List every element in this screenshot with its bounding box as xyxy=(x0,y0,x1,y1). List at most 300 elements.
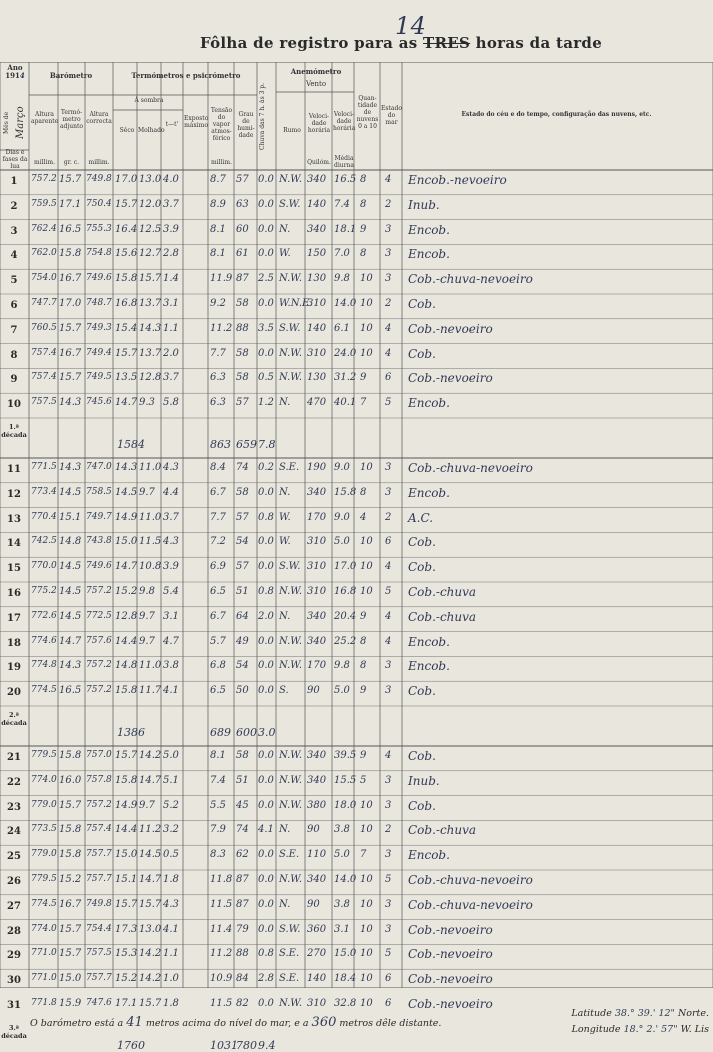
unit-mm-2: millim. xyxy=(88,159,110,166)
cell-therm: 15.7 xyxy=(59,372,82,384)
cell-molh: 14.2 xyxy=(139,750,162,761)
cell-therm: 14.8 xyxy=(59,536,82,548)
cell-mar: 6 xyxy=(385,536,392,548)
day-number: 11 xyxy=(7,464,21,475)
cell-seco: 16.8 xyxy=(115,298,138,309)
cell-rumo: N.W. xyxy=(279,635,302,647)
cell-med: 25.2 xyxy=(334,635,357,647)
cell-tens: 11.2 xyxy=(210,948,233,960)
cell-grau: 57 xyxy=(236,561,249,573)
cell-seco: 12.8 xyxy=(115,610,138,622)
cell-corr: 757.8 xyxy=(86,774,112,785)
cell-mar: 2 xyxy=(385,298,392,309)
cell-estado-ceu: Encob. xyxy=(408,485,450,500)
cell-corr: 757.5 xyxy=(86,948,112,959)
barometer-distance: 360 xyxy=(311,1015,337,1030)
cell-seco: 15.7 xyxy=(115,347,138,359)
cell-vel: 310 xyxy=(307,561,327,573)
cell-t: 4.3 xyxy=(163,898,179,910)
cell-grau: 88 xyxy=(236,948,249,960)
wind-header: Vento xyxy=(305,80,327,88)
cell-t: 3.7 xyxy=(163,511,179,523)
cell-tens: 8.9 xyxy=(210,198,226,210)
cell-vel: 340 xyxy=(307,635,327,647)
cell-vel: 360 xyxy=(307,923,327,935)
cell-corr: 757.2 xyxy=(86,799,112,810)
cell-tens: 11.9 xyxy=(210,273,233,285)
cell-therm: 16.0 xyxy=(59,774,82,786)
cell-tens: 8.7 xyxy=(210,174,226,185)
cell-chuva: 0.0 xyxy=(258,347,274,359)
cell-med: 18.4 xyxy=(334,973,357,985)
cell-chuva: 0.0 xyxy=(258,486,274,498)
cell-chuva: 0.0 xyxy=(258,774,274,786)
day-number: 6 xyxy=(10,300,18,311)
cell-med: 18.0 xyxy=(334,799,357,811)
cell-nuv: 4 xyxy=(360,511,367,523)
cell-tens: 6.9 xyxy=(210,561,226,573)
cell-grau: 87 xyxy=(236,898,249,910)
cell-grau: 58 xyxy=(236,347,249,359)
cell-nuv: 8 xyxy=(360,635,367,647)
day-number: 28 xyxy=(7,925,21,937)
cell-seco: 14.3 xyxy=(115,462,138,473)
cell-t: 3.1 xyxy=(163,610,179,622)
cell-mar: 3 xyxy=(385,774,392,786)
cell-seco: 15.0 xyxy=(115,849,138,861)
cell-molh: 14.5 xyxy=(139,849,162,861)
day-number: 26 xyxy=(7,876,21,887)
cell-nuv: 10 xyxy=(360,322,373,334)
cell-nuv: 10 xyxy=(360,973,373,985)
cell-estado-ceu: Cob. xyxy=(408,749,436,763)
cell-mar: 3 xyxy=(385,849,392,861)
cell-vel: 310 xyxy=(307,298,327,309)
cell-estado-ceu: Cob.-chuva-nevoeiro xyxy=(408,272,533,287)
cell-med: 3.1 xyxy=(334,923,350,935)
cell-therm: 16.7 xyxy=(59,273,82,285)
cell-molh: 12.5 xyxy=(139,223,162,235)
cell-bar: 771.5 xyxy=(31,462,57,472)
cell-estado-ceu: Cob. xyxy=(408,535,436,550)
cell-molh: 14.7 xyxy=(139,874,162,885)
cell-corr: 748.7 xyxy=(86,298,112,308)
day-number: 21 xyxy=(7,752,21,763)
cell-chuva: 0.0 xyxy=(258,923,274,935)
day-number: 31 xyxy=(7,1000,21,1011)
cell-tens: 8.4 xyxy=(210,462,226,473)
cell-corr: 749.4 xyxy=(86,347,112,358)
cell-corr: 754.4 xyxy=(86,923,112,934)
cell-therm: 16.5 xyxy=(59,223,82,235)
year-label: Ano 1914 xyxy=(5,63,25,81)
cell-chuva: 0.0 xyxy=(258,174,274,185)
cell-seco: 14.8 xyxy=(115,660,138,672)
cell-med: 9.0 xyxy=(334,462,350,473)
cell-t: 4.4 xyxy=(163,486,179,498)
cell-t: 5.2 xyxy=(163,799,179,811)
barometer-height: 41 xyxy=(126,1015,143,1030)
cell-estado-ceu: Cob.-nevoeiro xyxy=(408,321,493,336)
cell-estado-ceu: Cob. xyxy=(408,560,436,575)
cell-grau: 79 xyxy=(236,923,249,935)
cell-tens: 6.5 xyxy=(210,685,226,697)
decade-label: 2.ª década xyxy=(1,711,27,727)
cell-grau: 45 xyxy=(236,799,249,811)
cell-rumo: N.W. xyxy=(279,774,302,786)
cell-grau: 87 xyxy=(236,273,249,285)
cell-rumo: S. xyxy=(279,685,289,697)
unit-quilom: Quilóm. xyxy=(307,159,331,166)
day-number: 10 xyxy=(7,399,21,411)
cell-estado-ceu: Encob. xyxy=(408,659,450,674)
decade-sum-seco: 1760 xyxy=(117,1038,145,1052)
col-seco: Sêco xyxy=(119,127,135,134)
day-number: 15 xyxy=(7,563,21,575)
col-exposto: Exposto máximo xyxy=(184,115,209,129)
col-altura-aparente: Altura aparente xyxy=(31,111,59,125)
cell-seco: 14.7 xyxy=(115,561,138,573)
cell-nuv: 9 xyxy=(360,223,367,235)
cell-bar: 779.5 xyxy=(31,874,57,884)
cell-therm: 14.7 xyxy=(59,635,82,647)
cell-seco: 14.5 xyxy=(115,486,138,498)
unit-mm-1: millim. xyxy=(34,159,55,166)
cell-therm: 15.7 xyxy=(59,948,82,960)
cell-rumo: S.E. xyxy=(279,948,300,960)
cell-seco: 15.0 xyxy=(115,536,138,548)
day-number: 4 xyxy=(10,250,18,262)
cell-estado-ceu: Cob. xyxy=(408,297,436,311)
cell-vel: 140 xyxy=(307,973,327,985)
cell-tens: 11.5 xyxy=(210,898,233,910)
day-number: 29 xyxy=(7,950,21,962)
cell-t: 3.2 xyxy=(163,824,179,836)
cell-vel: 90 xyxy=(307,824,320,836)
cell-therm: 15.7 xyxy=(59,322,82,334)
cell-bar: 774.5 xyxy=(31,685,57,696)
cell-molh: 15.7 xyxy=(139,273,162,285)
day-number: 24 xyxy=(7,826,21,838)
cell-molh: 14.2 xyxy=(139,948,162,960)
cell-bar: 759.5 xyxy=(31,198,57,209)
cell-seco: 15.2 xyxy=(115,586,138,597)
cell-bar: 742.5 xyxy=(31,536,57,547)
cell-t: 3.1 xyxy=(163,298,179,309)
cell-mar: 3 xyxy=(385,273,392,285)
cell-mar: 5 xyxy=(385,874,392,885)
cell-t: 4.1 xyxy=(163,685,179,697)
day-number: 13 xyxy=(7,513,21,525)
cell-molh: 9.7 xyxy=(139,486,155,498)
cell-corr: 749.6 xyxy=(86,561,112,572)
col-velocidade-media: Veloci-dade horária xyxy=(333,111,356,132)
cell-estado-ceu: Cob.-nevoeiro xyxy=(408,947,493,962)
cell-t: 1.8 xyxy=(163,874,179,885)
cell-nuv: 7 xyxy=(360,397,367,409)
cell-tens: 6.5 xyxy=(210,586,226,597)
cell-t: 3.9 xyxy=(163,561,179,573)
cell-rumo: N.W. xyxy=(279,273,302,285)
cell-grau: 88 xyxy=(236,322,249,334)
cell-bar: 774.0 xyxy=(31,923,57,934)
cell-nuv: 10 xyxy=(360,948,373,960)
cell-bar: 774.5 xyxy=(31,898,57,909)
cell-chuva: 2.0 xyxy=(258,610,274,622)
cell-molh: 15.7 xyxy=(139,998,162,1009)
cell-vel: 190 xyxy=(307,462,327,473)
cell-estado-ceu: Cob.-chuva xyxy=(408,585,477,599)
cell-tens: 8.1 xyxy=(210,248,226,260)
cell-med: 14.0 xyxy=(334,298,357,309)
cell-vel: 130 xyxy=(307,273,327,285)
cell-med: 7.0 xyxy=(334,248,350,260)
cell-seco: 15.8 xyxy=(115,685,138,697)
cell-estado-ceu: Cob.-nevoeiro xyxy=(408,371,493,386)
cell-rumo: N.W. xyxy=(279,372,302,384)
cell-t: 3.8 xyxy=(163,660,179,672)
cell-corr: 749.8 xyxy=(86,898,112,909)
cell-corr: 772.5 xyxy=(86,610,112,621)
cell-vel: 170 xyxy=(307,511,327,523)
decade-sum-chuva: 7.8 xyxy=(258,438,276,451)
cell-med: 5.0 xyxy=(334,849,350,861)
cell-tens: 10.9 xyxy=(210,973,233,985)
decade-sum-chuva: 3.0 xyxy=(258,726,276,739)
cell-nuv: 10 xyxy=(360,273,373,285)
cell-mar: 3 xyxy=(385,660,392,672)
cell-med: 40.1 xyxy=(334,397,357,409)
decade-sum-chuva: 9.4 xyxy=(258,1038,276,1052)
cell-molh: 11.5 xyxy=(139,536,162,548)
col-grau: Grau de humi-dade xyxy=(237,111,255,139)
cell-mar: 5 xyxy=(385,397,392,409)
cell-mar: 4 xyxy=(385,635,392,647)
cell-molh: 14.2 xyxy=(139,973,162,985)
cell-med: 32.8 xyxy=(334,998,357,1009)
cell-med: 9.0 xyxy=(334,511,350,523)
day-number: 8 xyxy=(10,349,18,361)
title-struck-word: TRES xyxy=(423,34,471,52)
cell-corr: 754.8 xyxy=(86,248,112,259)
cell-mar: 2 xyxy=(385,824,392,836)
cell-therm: 15.7 xyxy=(59,923,82,935)
cell-grau: 57 xyxy=(236,174,249,185)
cell-rumo: W. xyxy=(279,511,291,523)
cell-vel: 470 xyxy=(307,397,327,409)
cell-corr: 743.8 xyxy=(86,536,112,547)
cell-molh: 12.7 xyxy=(139,248,162,260)
col-altura-correcta: Altura correcta xyxy=(86,111,112,125)
cell-seco: 15.8 xyxy=(115,273,138,285)
barometer-note: O barómetro está a 41 metros acima do nível do mar, e a 360 metros dêle distante. xyxy=(30,1015,442,1030)
cell-med: 5.0 xyxy=(334,536,350,548)
cell-t: 3.9 xyxy=(163,223,179,235)
cell-nuv: 10 xyxy=(360,824,373,836)
cell-bar: 762.4 xyxy=(31,223,57,234)
cell-bar: 779.5 xyxy=(31,750,57,760)
cell-med: 15.5 xyxy=(334,774,357,786)
cell-chuva: 0.0 xyxy=(258,998,274,1009)
cell-seco: 14.9 xyxy=(115,511,138,523)
cell-t: 0.5 xyxy=(163,849,179,861)
cell-molh: 11.2 xyxy=(139,824,162,836)
day-number: 19 xyxy=(7,662,21,674)
cell-grau: 49 xyxy=(236,635,249,647)
cell-seco: 16.4 xyxy=(115,223,138,235)
cell-rumo: N. xyxy=(279,898,291,910)
cell-therm: 14.5 xyxy=(59,486,82,498)
cell-tens: 5.5 xyxy=(210,799,226,811)
col-velocidade: Veloci-dade horária xyxy=(307,113,331,134)
cell-grau: 54 xyxy=(236,660,249,672)
cell-tens: 5.7 xyxy=(210,635,226,647)
cell-therm: 15.0 xyxy=(59,973,82,985)
cell-seco: 15.7 xyxy=(115,750,138,761)
cell-tens: 7.2 xyxy=(210,536,226,548)
cell-rumo: N.W. xyxy=(279,660,302,672)
cell-rumo: W. xyxy=(279,248,291,260)
cell-corr: 747.6 xyxy=(86,998,112,1008)
cell-grau: 84 xyxy=(236,973,249,985)
cell-nuv: 5 xyxy=(360,774,367,786)
cell-chuva: 0.8 xyxy=(258,948,274,960)
cell-rumo: S.W. xyxy=(279,561,301,573)
cell-therm: 15.8 xyxy=(59,750,82,761)
cell-therm: 15.8 xyxy=(59,824,82,836)
cell-therm: 16.7 xyxy=(59,898,82,910)
col-t-diff: t—t' xyxy=(165,121,179,128)
day-number: 3 xyxy=(10,225,18,237)
cell-tens: 6.7 xyxy=(210,610,226,622)
cell-t: 3.7 xyxy=(163,372,179,384)
cell-med: 24.0 xyxy=(334,347,357,359)
cell-corr: 749.8 xyxy=(86,174,112,184)
cell-tens: 11.5 xyxy=(210,998,233,1009)
cell-rumo: N. xyxy=(279,824,291,836)
cell-therm: 15.1 xyxy=(59,511,82,523)
cell-bar: 771.0 xyxy=(31,973,57,984)
cell-tens: 7.7 xyxy=(210,511,226,523)
cell-bar: 757.4 xyxy=(31,347,57,358)
cell-seco: 15.3 xyxy=(115,948,138,960)
cell-chuva: 0.5 xyxy=(258,372,274,384)
cell-seco: 15.7 xyxy=(115,198,138,210)
day-number: 7 xyxy=(10,324,18,336)
cell-chuva: 0.0 xyxy=(258,874,274,885)
cell-molh: 11.0 xyxy=(139,462,162,473)
col-termometro-adjunto: Termó-metro adjunto xyxy=(59,109,84,130)
cell-molh: 9.7 xyxy=(139,610,155,622)
cell-rumo: N.W. xyxy=(279,998,302,1009)
cell-estado-ceu: Cob.-chuva xyxy=(408,823,477,838)
cell-med: 17.0 xyxy=(334,561,357,573)
day-number: 18 xyxy=(7,637,21,649)
cell-nuv: 10 xyxy=(360,799,373,811)
barometer-header: Barómetro xyxy=(49,71,93,80)
cell-chuva: 0.0 xyxy=(258,849,274,861)
shade-header: À sombra xyxy=(134,97,164,104)
cell-mar: 4 xyxy=(385,610,392,622)
cell-vel: 270 xyxy=(307,948,327,960)
cell-mar: 3 xyxy=(385,685,392,697)
cell-chuva: 0.0 xyxy=(258,635,274,647)
cell-bar: 760.5 xyxy=(31,322,57,333)
cell-estado-ceu: Cob.-chuva-nevoeiro xyxy=(408,897,533,912)
cell-grau: 74 xyxy=(236,462,249,473)
day-number: 17 xyxy=(7,612,21,624)
cell-chuva: 0.0 xyxy=(258,685,274,697)
cell-molh: 12.0 xyxy=(139,198,162,210)
cell-estado-ceu: Cob.-chuva-nevoeiro xyxy=(408,873,533,887)
cell-tens: 8.1 xyxy=(210,223,226,235)
cell-bar: 770.4 xyxy=(31,511,57,522)
cell-estado-ceu: Cob.-chuva xyxy=(408,609,477,624)
cell-corr: 755.3 xyxy=(86,223,112,234)
cell-tens: 6.7 xyxy=(210,486,226,498)
cell-rumo: N. xyxy=(279,486,291,498)
cell-mar: 3 xyxy=(385,898,392,910)
cell-vel: 310 xyxy=(307,586,327,597)
cell-estado-ceu: Inub. xyxy=(408,773,440,788)
cell-tens: 11.8 xyxy=(210,874,233,885)
cell-rumo: S.W. xyxy=(279,322,301,334)
cell-chuva: 0.0 xyxy=(258,898,274,910)
cell-grau: 74 xyxy=(236,824,249,836)
cell-estado-ceu: Inub. xyxy=(408,197,440,212)
cell-t: 4.0 xyxy=(163,174,179,185)
cell-chuva: 3.5 xyxy=(258,322,274,334)
unit-gr-1: gr. c. xyxy=(63,159,80,166)
cell-rumo: N. xyxy=(279,397,291,409)
cell-mar: 4 xyxy=(385,750,392,761)
cell-corr: 758.5 xyxy=(86,486,112,497)
cell-estado-ceu: Cob. xyxy=(408,346,436,361)
decade-sum-grau: 659 xyxy=(236,438,257,451)
cell-bar: 754.0 xyxy=(31,273,57,284)
cell-mar: 3 xyxy=(385,799,392,811)
cell-nuv: 9 xyxy=(360,610,367,622)
cell-vel: 170 xyxy=(307,660,327,672)
cell-seco: 13.5 xyxy=(115,372,138,384)
cell-t: 3.7 xyxy=(163,198,179,210)
cell-med: 3.8 xyxy=(334,824,350,836)
cell-bar: 762.0 xyxy=(31,248,57,259)
cell-vel: 310 xyxy=(307,347,327,359)
cell-t: 1.8 xyxy=(163,998,179,1009)
decade-sum-tensao: 1031 xyxy=(210,1038,238,1052)
cell-bar: 773.5 xyxy=(31,824,57,835)
cell-estado-ceu: Cob.-nevoeiro xyxy=(408,997,493,1011)
cell-estado-ceu: Cob.-nevoeiro xyxy=(408,922,493,937)
cell-nuv: 10 xyxy=(360,898,373,910)
decade-sum-grau: 600 xyxy=(236,726,257,739)
cell-therm: 17.0 xyxy=(59,298,82,309)
cell-estado-ceu: Cob. xyxy=(408,684,436,699)
cell-molh: 10.8 xyxy=(139,561,162,573)
cell-corr: 750.4 xyxy=(86,198,112,209)
cell-t: 5.0 xyxy=(163,750,179,761)
cell-grau: 82 xyxy=(236,998,249,1009)
decade-sum-tensao: 689 xyxy=(210,726,231,739)
cell-t: 2.0 xyxy=(163,347,179,359)
cell-grau: 60 xyxy=(236,223,249,235)
cell-therm: 17.1 xyxy=(59,198,82,210)
cell-t: 4.3 xyxy=(163,462,179,473)
cell-med: 31.2 xyxy=(334,372,357,384)
cell-t: 1.4 xyxy=(163,273,179,285)
cell-molh: 14.7 xyxy=(139,774,162,786)
